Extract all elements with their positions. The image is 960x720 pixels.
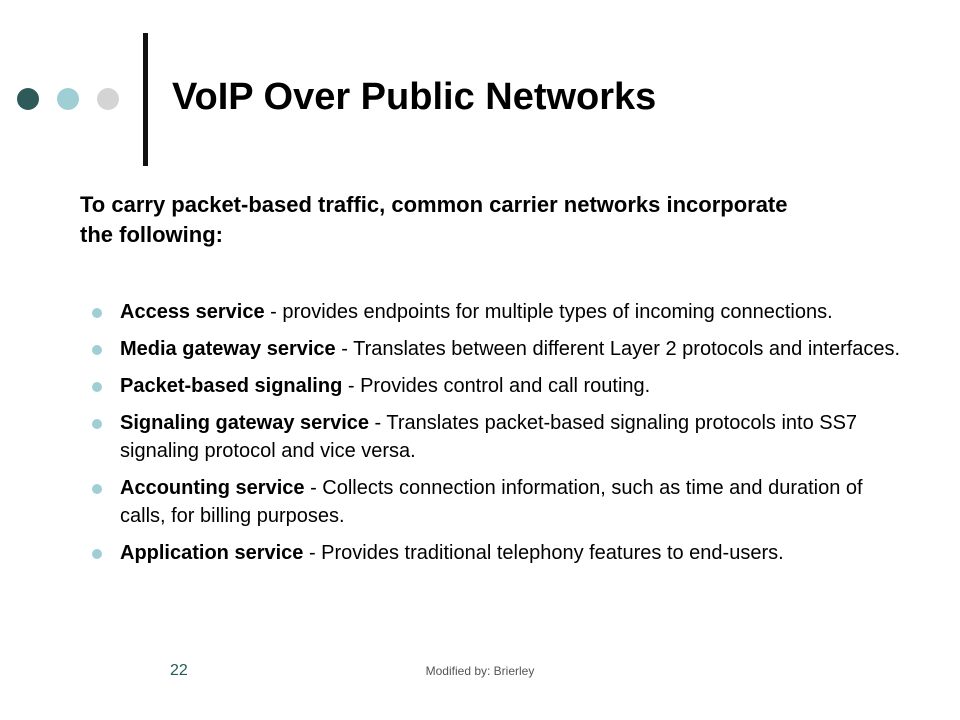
bullet-list [92, 298, 902, 576]
slide-title: VoIP Over Public Networks [172, 76, 657, 118]
bullet-term: Media gateway service [120, 338, 336, 360]
footer-text: Modified by: Brierley [425, 664, 535, 678]
bullet-term: Accounting service [120, 477, 305, 499]
bullet-term: Packet-based signaling [120, 375, 343, 397]
decorative-dot-gray [97, 88, 119, 110]
bullet-text: - Provides traditional telephony features to end-users. [303, 542, 784, 564]
bullet-text: - Provides control and call routing. [342, 375, 651, 397]
bullet-item-packet-based-signaling [92, 372, 902, 400]
bullet-icon [92, 308, 102, 318]
bullet-icon [92, 345, 102, 355]
bullet-item-media-gateway-service [92, 335, 902, 363]
bullet-item-signaling-gateway-service [92, 409, 902, 465]
intro-text: To carry packet-based traffic, common carrier networks incorporate the following: [80, 192, 788, 247]
bullet-item-access-service [92, 298, 902, 326]
bullet-icon [92, 382, 102, 392]
bullet-term: Application service [120, 542, 304, 564]
bullet-item-application-service [92, 539, 902, 567]
bullet-term: Signaling gateway service [120, 412, 369, 434]
decorative-dot-light [57, 88, 79, 110]
bullet-text: - provides endpoints for multiple types of incoming connections. [264, 301, 833, 323]
decorative-dot-dark [17, 88, 39, 110]
title-divider [143, 33, 148, 166]
bullet-icon [92, 549, 102, 559]
bullet-icon [92, 484, 102, 494]
bullet-icon [92, 419, 102, 429]
bullet-item-accounting-service [92, 474, 902, 530]
bullet-text: - Translates packet-based signaling protocols into SS7 signaling protocol and vice versa. [120, 412, 858, 462]
bullet-text: - Translates between different Layer 2 protocols and interfaces. [335, 338, 901, 360]
page-number: 22 [170, 662, 188, 679]
bullet-text: - Collects connection information, such as time and duration of calls, for billing purposes. [120, 477, 863, 527]
bullet-term: Access service [120, 301, 265, 323]
